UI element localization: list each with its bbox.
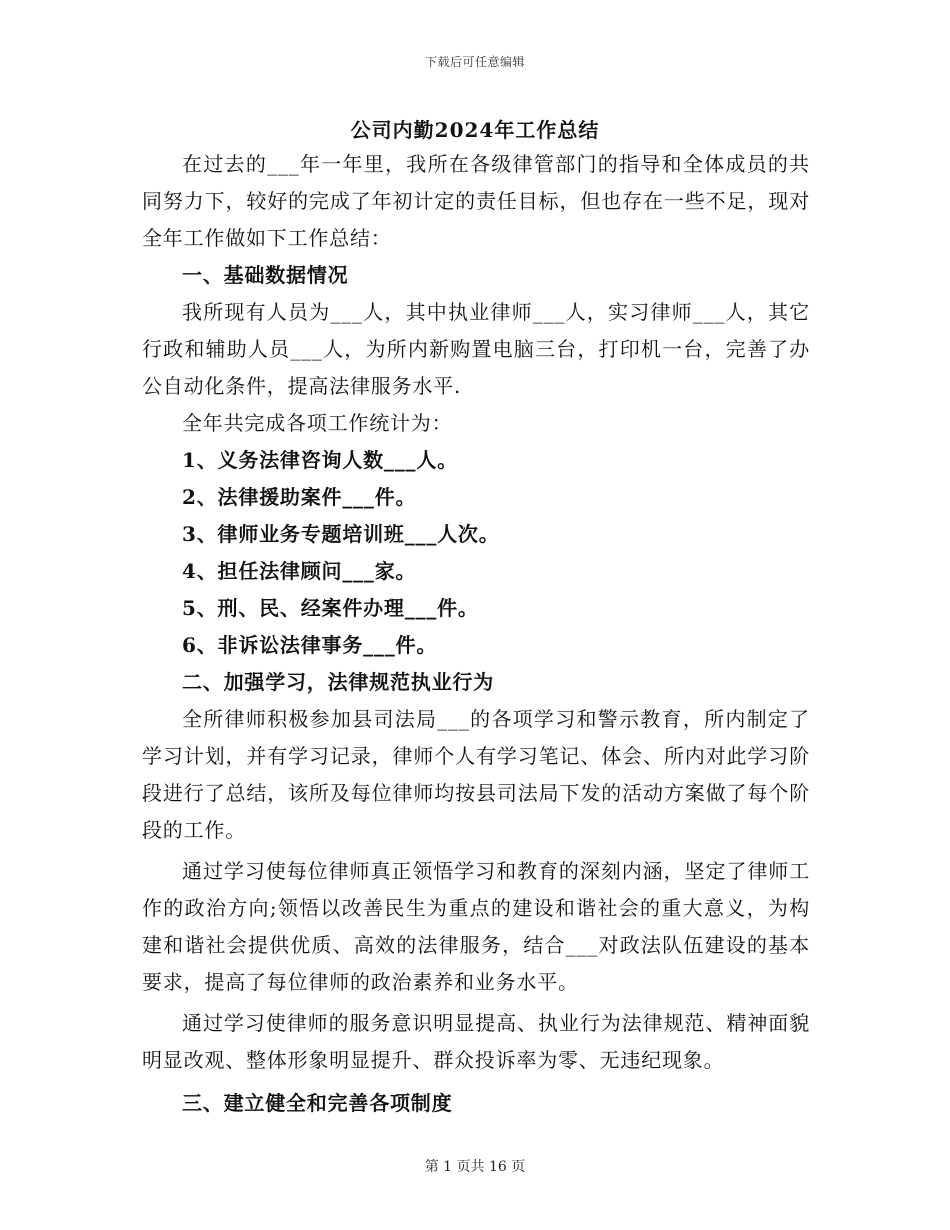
page-number: 第 1 页共 16 页: [424, 1159, 526, 1175]
stat-item-2: 2、法律援助案件___件。: [182, 485, 417, 509]
section-heading-3: 三、建立健全和完善各项制度: [182, 1091, 453, 1115]
section1-paragraph-1: 我所现有人员为___人，其中执业律师___人，实习律师___人，其它行政和辅助人员___人，为所内新购置电脑三台，打印机一台，完善了办公自动化条件，提高法律服务水平.: [142, 300, 810, 398]
section-heading-1: 一、基础数据情况: [182, 263, 349, 287]
intro-paragraph: 在过去的___年一年里，我所在各级律管部门的指导和全体成员的共同努力下，较好的完成了年初计定的责任目标，但也存在一些不足，现对全年工作做如下工作总结：: [142, 152, 810, 250]
section2-paragraph-1: 全所律师积极参加县司法局___的各项学习和警示教育，所内制定了学习计划，并有学习记录，律师个人有学习笔记、体会、所内对此学习阶段进行了总结，该所及每位律师均按县司法局下发的活动方案做了每个阶段的工作。: [142, 707, 810, 842]
section-heading-2: 二、加强学习，法律规范执业行为: [182, 670, 494, 694]
section2-paragraph-2: 通过学习使每位律师真正领悟学习和教育的深刻内涵，坚定了律师工作的政治方向;领悟以改善民生为重点的建设和谐社会的重大意义，为构建和谐社会提供优质、高效的法律服务，结合___对政法队伍建设的基本要求，提高了每位律师的政治素养和业务水平。: [142, 859, 810, 994]
document-title: 公司内勤2024年工作总结: [350, 118, 600, 142]
stat-item-3: 3、律师业务专题培训班___人次。: [182, 522, 500, 546]
stat-item-5: 5、刑、民、经案件办理___件。: [182, 596, 479, 620]
stat-item-4: 4、担任法律顾问___家。: [182, 559, 417, 583]
header-note: 下载后可任意编辑: [424, 55, 525, 69]
stat-item-6: 6、非诉讼法律事务___件。: [182, 633, 438, 657]
document-body: [142, 146, 810, 1122]
stat-item-1: 1、义务法律咨询人数___人。: [182, 448, 458, 472]
section1-paragraph-2: 全年共完成各项工作统计为：: [182, 411, 453, 435]
section2-paragraph-3: 通过学习使律师的服务意识明显提高、执业行为法律规范、精神面貌明显改观、整体形象明显提升、群众投诉率为零、无违纪现象。: [142, 1011, 810, 1072]
